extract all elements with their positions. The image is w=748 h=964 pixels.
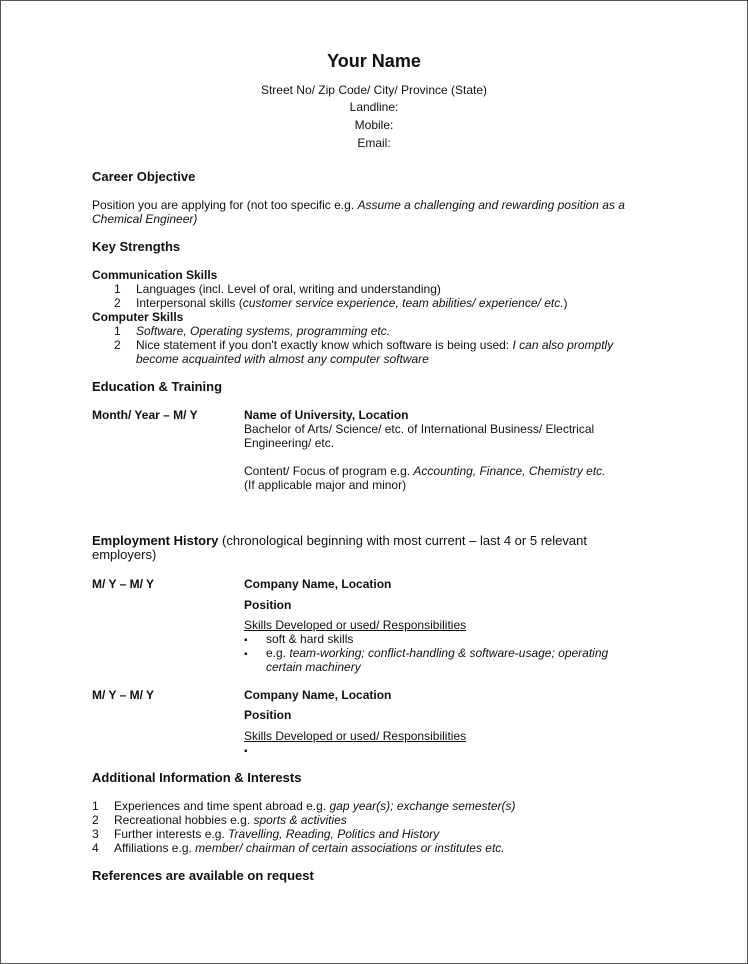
address-line: Street No/ Zip Code/ City/ Province (State) (260, 83, 488, 97)
career-objective-heading: Career Objective (92, 169, 196, 184)
landline-line: Landline: (349, 100, 399, 114)
career-objective-text-line2: Chemical Engineer) (92, 212, 198, 226)
references-note: References are available on request (92, 868, 314, 883)
list-item: 1 Software, Operating systems, programming etc. (114, 324, 391, 338)
list-item: 4 Affiliations e.g. member/ chairman of certain associations or institutes etc. (92, 841, 505, 855)
job-date: M/ Y – M/ Y (92, 688, 155, 702)
list-item: 1 Languages (incl. Level of oral, writing and understanding) (114, 282, 441, 296)
job-position: Position (244, 708, 292, 722)
list-item-continuation: become acquainted with almost any computer software (136, 352, 429, 366)
resume-name: Your Name (327, 51, 421, 71)
education-date: Month/ Year – M/ Y (92, 408, 198, 422)
degree-line: Bachelor of Arts/ Science/ etc. of International Business/ Electrical (244, 422, 595, 436)
bullet-item (244, 743, 266, 759)
employment-heading-line2: employers) (92, 547, 157, 562)
degree-line-2: Engineering/ etc. (244, 436, 335, 450)
additional-info-heading: Additional Information & Interests (92, 770, 302, 785)
computer-skills-heading: Computer Skills (92, 310, 184, 324)
list-item: 2 Nice statement if you don't exactly know which software is being used: I can also promptly (114, 338, 614, 352)
key-strengths-heading: Key Strengths (92, 239, 181, 254)
career-objective-text: Position you are applying for (not too specific e.g. Assume a challenging and rewarding position as a (92, 198, 625, 212)
bullet-icon: ▪ (244, 635, 248, 646)
company-name: Company Name, Location (244, 688, 392, 702)
employment-heading: Employment History (chronological beginning with most current – last 4 or 5 relevant (92, 533, 587, 548)
program-content: Content/ Focus of program e.g. Accounting, Finance, Chemistry etc. (244, 464, 606, 478)
bullet-item: ▪ soft & hard skills (244, 632, 354, 646)
university-name: Name of University, Location (244, 408, 409, 422)
communication-skills-heading: Communication Skills (92, 268, 218, 282)
bullet-item-continuation: certain machinery (266, 660, 361, 674)
list-item: 2 Interpersonal skills (customer service experience, team abilities/ experience/ etc.) (114, 296, 568, 310)
email-line: Email: (357, 136, 391, 150)
major-minor-note: (If applicable major and minor) (244, 478, 407, 492)
skills-label: Skills Developed or used/ Responsibilities (244, 729, 467, 743)
list-item: 2 Recreational hobbies e.g. sports & activities (92, 813, 347, 827)
bullet-icon: ▪ (244, 746, 248, 757)
job-date: M/ Y – M/ Y (92, 577, 155, 591)
company-name: Company Name, Location (244, 577, 392, 591)
bullet-icon: ▪ (244, 649, 248, 660)
bullet-item: ▪ e.g. team-working; conflict-handling & software-usage; operating (244, 646, 609, 660)
skills-label: Skills Developed or used/ Responsibilities (244, 618, 467, 632)
list-item: 1 Experiences and time spent abroad e.g. gap year(s); exchange semester(s) (92, 799, 516, 813)
mobile-line: Mobile: (354, 118, 394, 132)
education-heading: Education & Training (92, 379, 223, 394)
job-position: Position (244, 598, 292, 612)
list-item: 3 Further interests e.g. Travelling, Reading, Politics and History (92, 827, 440, 841)
